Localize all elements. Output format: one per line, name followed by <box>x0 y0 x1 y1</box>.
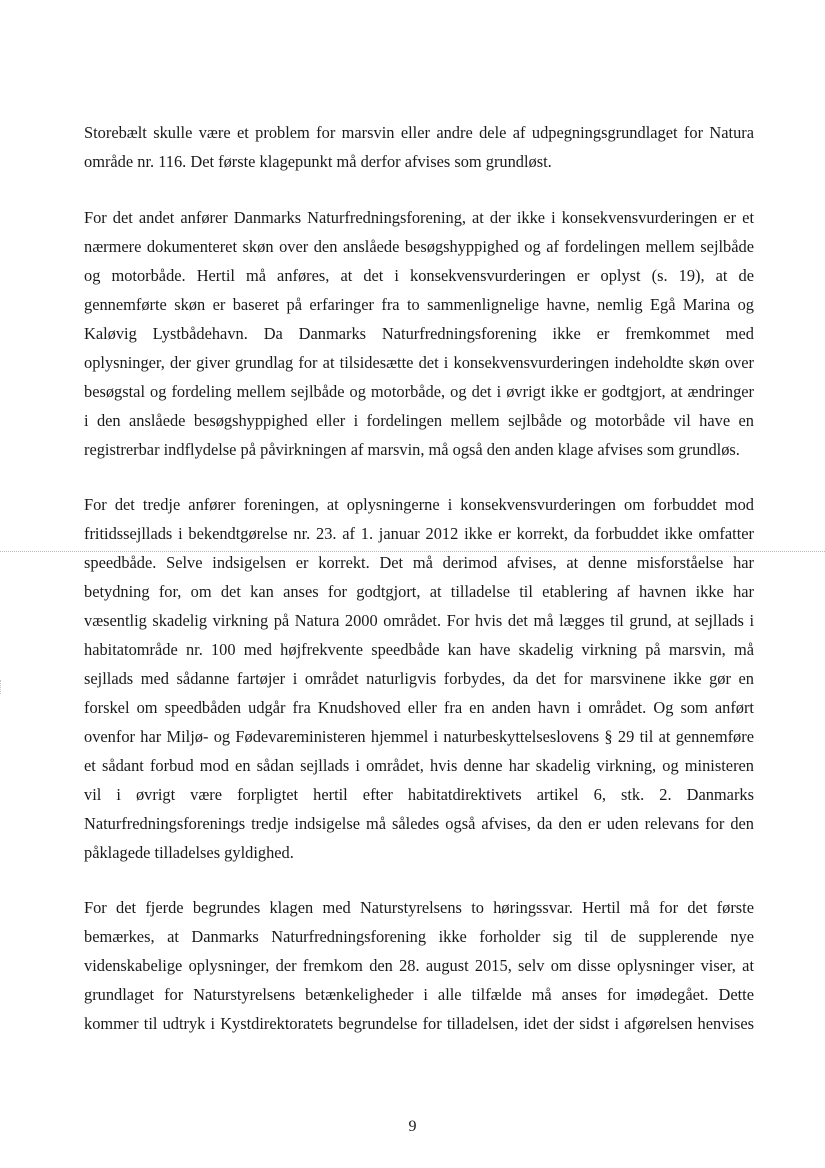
scan-margin-mark <box>0 680 1 694</box>
text-line: For det andet anfører Danmarks Naturfredningsforening, at der ikke i konsekvensvurderingen er et <box>84 208 754 227</box>
text-line: habitatområde nr. 100 med højfrekvente speedbåde kan have skadelig virkning på marsvin, må <box>84 640 754 659</box>
text-line: For det fjerde begrundes klagen med Naturstyrelsens to høringssvar. Hertil må for det første <box>84 898 754 917</box>
text-line: For det tredje anfører foreningen, at oplysningerne i konsekvensvurderingen om forbuddet mod <box>84 495 754 514</box>
text-line: videnskabelige oplysninger, der fremkom den 28. august 2015, selv om disse oplysninger viser, at <box>84 956 754 975</box>
text-line: og motorbåde. Hertil må anføres, at det i konsekvensvurderingen er oplyst (s. 19), at de <box>84 266 754 285</box>
text-line: kommer til udtryk i Kystdirektoratets begrundelse for tilladelsen, idet der sidst i afgørelsen henvises <box>84 1014 754 1033</box>
text-line: et sådant forbud mod en sådan sejllads i området, hvis denne har skadelig virkning, og ministeren <box>84 756 754 775</box>
text-line: betydning for, om det kan anses for godtgjort, at tilladelse til etablering af havnen ikke har <box>84 582 754 601</box>
text-line: påklagede tilladelses gyldighed. <box>84 843 294 862</box>
text-line: fritidssejllads i bekendtgørelse nr. 23. af 1. januar 2012 ikke er korrekt, da forbuddet ikke omfatter <box>84 524 754 543</box>
text-line: Storebælt skulle være et problem for marsvin eller andre dele af udpegningsgrundlaget for Natura <box>84 123 754 142</box>
text-line: speedbåde. Selve indsigelsen er korrekt. Det må derimod afvises, at denne misforståelse har <box>84 553 754 572</box>
text-line: grundlaget for Naturstyrelsens betænkeligheder i alle tilfælde må anses for imødegået. Dette <box>84 985 754 1004</box>
text-line: Kaløvig Lystbådehavn. Da Danmarks Naturfredningsforening ikke er fremkommet med <box>84 324 754 343</box>
text-line: forskel om speedbåden udgår fra Knudshoved eller fra en anden havn i området. Og som anført <box>84 698 754 717</box>
text-line: besøgstal og fordeling mellem sejlbåde og motorbåde, og det i øvrigt ikke er godtgjort, at ændringer <box>84 382 754 401</box>
text-line: oplysninger, der giver grundlag for at tilsidesætte det i konsekvensvurderingen indeholdte skøn over <box>84 353 754 372</box>
paragraph-4 <box>84 893 754 1038</box>
paragraph-2 <box>84 203 754 464</box>
text-line: vil i øvrigt være forpligtet hertil efter habitatdirektivets artikel 6, stk. 2. Danmarks <box>84 785 754 804</box>
page-number: 9 <box>408 1118 417 1135</box>
paragraph-3 <box>84 490 754 867</box>
text-line: Naturfredningsforenings tredje indsigelse må således også afvises, da den er uden relevans for den <box>84 814 754 833</box>
text-line: område nr. 116. Det første klagepunkt må derfor afvises som grundløst. <box>84 152 552 171</box>
text-line: registrerbar indflydelse på påvirkningen af marsvin, må også den anden klage afvises som grundløs. <box>84 440 740 459</box>
text-line: nærmere dokumenteret skøn over den anslåede besøgshyppighed og af fordelingen mellem sejlbåde <box>84 237 754 256</box>
text-line: i den anslåede besøgshyppighed eller i fordelingen mellem sejlbåde og motorbåde vil have en <box>84 411 754 430</box>
text-line: gennemførte skøn er baseret på erfaringer fra to sammenlignelige havne, nemlig Egå Marina og <box>84 295 754 314</box>
text-line: sejllads med sådanne fartøjer i området naturligvis forbydes, da det for marsvinene ikke gør en <box>84 669 754 688</box>
text-line: væsentlig skadelig virkning på Natura 2000 området. For hvis det må lægges til grund, at sejllads i <box>84 611 754 630</box>
text-line: bemærkes, at Danmarks Naturfredningsforening ikke forholder sig til de supplerende nye <box>84 927 754 946</box>
paragraph-1 <box>84 118 754 176</box>
text-line: ovenfor har Miljø- og Fødevareministeren hjemmel i naturbeskyttelseslovens § 29 til at gennemføre <box>84 727 754 746</box>
